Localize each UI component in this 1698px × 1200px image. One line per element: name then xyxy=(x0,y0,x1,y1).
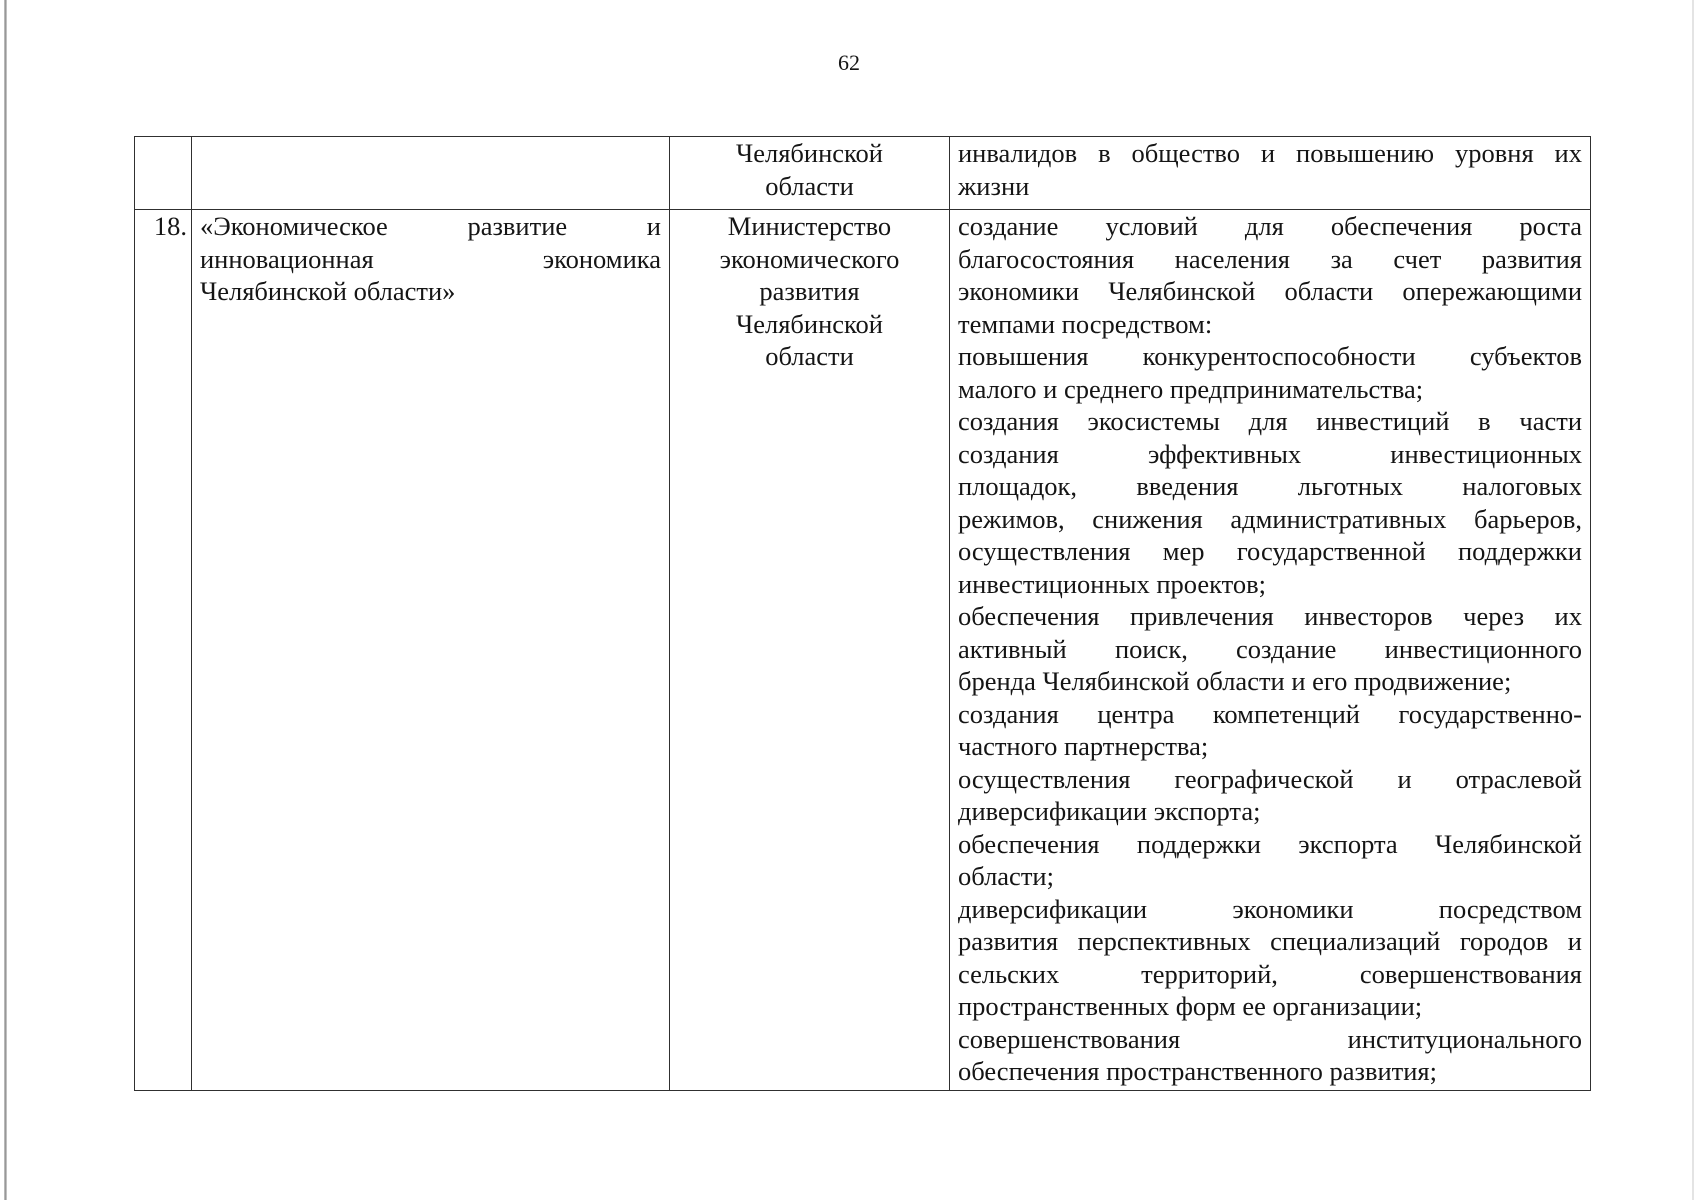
program-line: «Экономическое развитие и xyxy=(200,211,661,241)
table-row xyxy=(135,210,1591,1091)
goal-line: диверсификации экспорта; xyxy=(958,796,1261,826)
goal-line: экономики Челябинской области опережающими xyxy=(958,276,1582,306)
responsible-executor-cell xyxy=(670,137,950,210)
goal-cell xyxy=(950,210,1591,1091)
goal-line: пространственных форм ее организации; xyxy=(958,991,1423,1021)
program-name-cell xyxy=(192,137,670,210)
program-line: инновационная экономика xyxy=(200,243,661,274)
row-number-cell: 18. xyxy=(135,210,192,1091)
responsible-line: Челябинской xyxy=(736,308,883,339)
goal-line: обеспечения поддержки экспорта Челябинской xyxy=(958,828,1582,859)
scan-right-edge xyxy=(1692,0,1694,1200)
goal-line: режимов, снижения административных барьеров, xyxy=(958,503,1582,534)
goal-line: создания экосистемы для инвестиций в части xyxy=(958,406,1582,436)
responsible-executor-cell xyxy=(670,210,950,1091)
goal-line: осуществления мер государственной поддержки xyxy=(958,536,1582,566)
goal-line: малого и среднего предпринимательства; xyxy=(958,373,1424,404)
responsible-line: Челябинской xyxy=(736,138,883,168)
responsible-line: экономического xyxy=(719,243,900,274)
goal-cell xyxy=(950,137,1591,210)
responsible-line: области xyxy=(765,341,854,371)
goal-line: бренда Челябинской области и его продвижение; xyxy=(958,666,1512,696)
goal-line: инвестиционных проектов; xyxy=(958,568,1266,599)
goal-line: темпами посредством: xyxy=(958,308,1213,339)
goal-line: обеспечения пространственного развития; xyxy=(958,1056,1437,1086)
goal-line: области; xyxy=(958,861,1054,891)
responsible-line: области xyxy=(765,170,854,201)
goal-line: частного партнерства; xyxy=(958,731,1209,761)
goal-line: обеспечения привлечения инвесторов через их xyxy=(958,601,1582,631)
goal-line: создания эффективных инвестиционных xyxy=(958,438,1582,469)
goal-line: развития перспективных специализаций городов и xyxy=(958,926,1582,956)
programs-table xyxy=(134,136,1591,1091)
goal-line: осуществления географической и отраслевой xyxy=(958,763,1582,794)
responsible-line: развития xyxy=(759,276,860,306)
goal-line: активный поиск, создание инвестиционного xyxy=(958,633,1582,664)
row-number-cell xyxy=(135,137,192,210)
goal-line: площадок, введения льготных налоговых xyxy=(958,471,1582,501)
goal-line: совершенствования институционального xyxy=(958,1023,1582,1054)
goal-line: создание условий для обеспечения роста xyxy=(958,211,1582,241)
goal-line: сельских территорий, совершенствования xyxy=(958,958,1582,989)
goal-line: инвалидов в общество и повышению уровня их xyxy=(958,138,1582,168)
goal-line: повышения конкурентоспособности субъектов xyxy=(958,341,1582,371)
goal-line: жизни xyxy=(958,170,1030,201)
page-number: 62 xyxy=(838,50,860,75)
table-row xyxy=(135,137,1591,210)
program-line: Челябинской области» xyxy=(200,276,456,306)
goal-line: создания центра компетенций государственно- xyxy=(958,698,1582,729)
program-name-cell xyxy=(192,210,670,1091)
goal-line: благосостояния населения за счет развития xyxy=(958,243,1582,274)
responsible-line: Министерство xyxy=(727,211,892,241)
goal-line: диверсификации экономики посредством xyxy=(958,893,1582,924)
scan-left-edge xyxy=(4,0,7,1200)
